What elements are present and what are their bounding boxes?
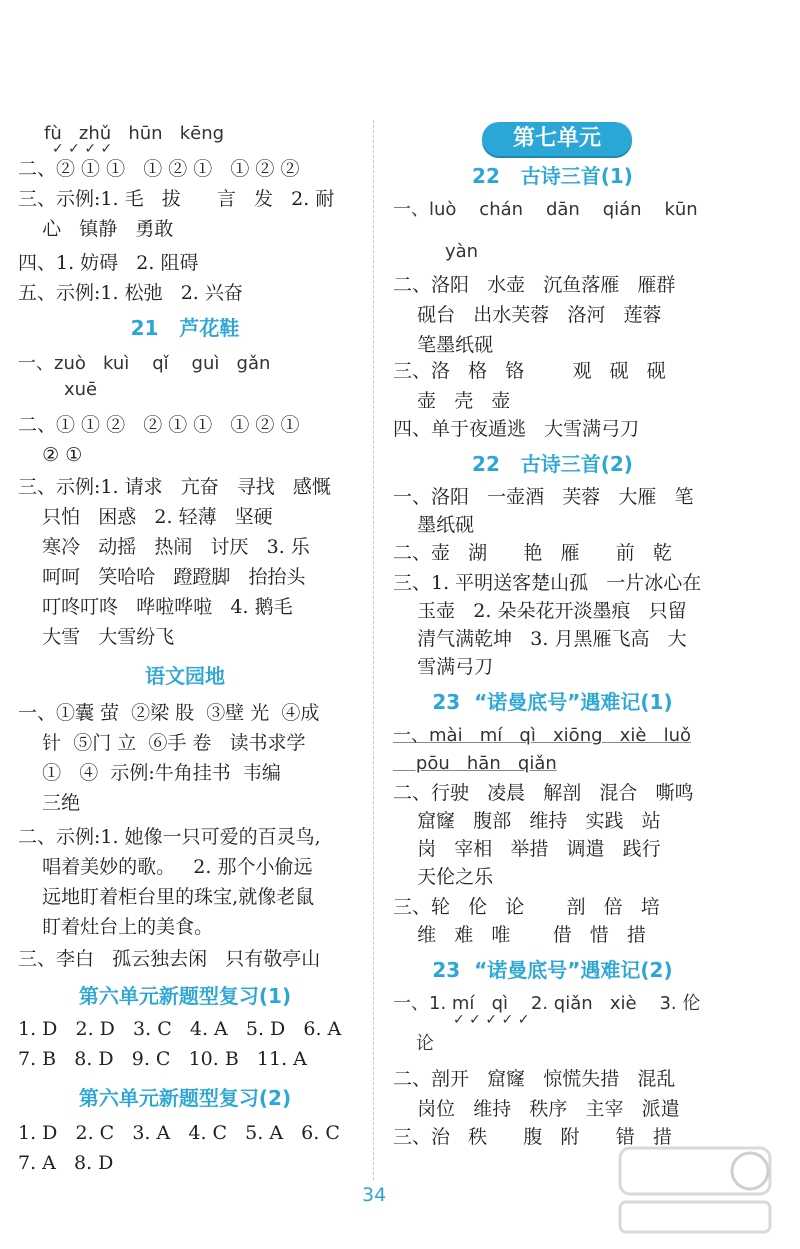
answer-line: 三、李白 孤云独去闲 只有敬亭山 xyxy=(18,948,321,970)
lesson-heading: 22 古诗三首(1) xyxy=(472,164,633,188)
answer-line: 天伦之乐 xyxy=(393,866,494,888)
answer-line: 一、①囊 萤 ②梁 股 ③壁 光 ④成 xyxy=(18,702,320,724)
pinyin-line: yàn xyxy=(445,241,479,262)
lesson-heading: 23 “诺曼底号”遇难记(2) xyxy=(432,958,673,982)
answer-line: 呵呵 笑哈哈 蹬蹬脚 抬抬头 xyxy=(18,566,306,588)
answer-line: 7. A 8. D xyxy=(18,1152,114,1174)
answer-line: ② ① xyxy=(18,444,83,466)
answer-line: 1. D 2. C 3. A 4. C 5. A 6. C xyxy=(18,1122,340,1144)
answer-line: 一、洛阳 一壶酒 芙蓉 大雁 笔 xyxy=(393,486,694,508)
answer-line: 心 镇静 勇敢 xyxy=(18,218,174,240)
answer-line: 三、1. 平明送客楚山孤 一片冰心在 xyxy=(393,572,702,594)
answer-line: 玉壶 2. 朵朵花开淡墨痕 只留 xyxy=(393,600,687,622)
answer-line: ① ④ 示例:牛角挂书 韦编 xyxy=(18,762,281,784)
answer-line: 唱着美妙的歌。 2. 那个小偷远 xyxy=(18,856,313,878)
answer-line: 砚台 出水芙蓉 洛河 莲蓉 xyxy=(393,304,662,326)
check-mark: ✓ ✓ ✓ ✓ ✓ xyxy=(453,1012,530,1028)
answer-line: 二、壶 湖 艳 雁 前 乾 xyxy=(393,542,672,564)
answer-line: 三、示例:1. 请求 亢奋 寻找 感慨 xyxy=(18,476,331,498)
column-divider xyxy=(373,120,374,1180)
pinyin-line: 一、zuò kuì qǐ guì gǎn xyxy=(18,353,271,374)
unit-title-badge: 第七单元 xyxy=(482,122,632,156)
answer-line: 7. B 8. D 9. C 10. B 11. A xyxy=(18,1048,307,1070)
answer-line: 四、单于夜遁逃 大雪满弓刀 xyxy=(393,418,640,440)
pinyin-line: 一、mài mí qì xiōng xiè luǒ xyxy=(393,725,692,746)
answer-line: 维 难 唯 借 惜 措 xyxy=(393,924,646,946)
lesson-heading: 21 芦花鞋 xyxy=(130,316,240,340)
answer-line: 三、治 秩 腹 附 错 措 xyxy=(393,1126,672,1148)
check-mark: ✓ ✓ ✓ ✓ xyxy=(52,141,113,157)
answer-line: 壶 壳 壶 xyxy=(393,390,511,412)
watermark-logo xyxy=(600,1140,790,1240)
answer-line: 墨纸砚 xyxy=(393,514,475,536)
pinyin-line: 一、luò chán dān qián kūn xyxy=(393,199,698,220)
lesson-heading: 23 “诺曼底号”遇难记(1) xyxy=(432,690,673,714)
answer-line: 针 ⑤门 立 ⑥手 卷 读书求学 xyxy=(18,732,306,754)
answer-line: 三、示例:1. 毛 拔 言 发 2. 耐 xyxy=(18,188,335,210)
answer-line: 笔墨纸砚 xyxy=(393,334,494,356)
pinyin-line: fù zhǔ hūn kēng xyxy=(44,123,225,144)
answer-line: 大雪 大雪纷飞 xyxy=(18,626,175,648)
pinyin-line: pōu hān qiǎn xyxy=(393,753,557,774)
review-heading: 第六单元新题型复习(2) xyxy=(78,1086,292,1110)
answer-line: 叮咚叮咚 哗啦哗啦 4. 鹅毛 xyxy=(18,596,293,618)
answer-line: 寒冷 动摇 热闹 讨厌 3. 乐 xyxy=(18,536,310,558)
answer-line: 二、① ① ② ② ① ① ① ② ① xyxy=(18,414,300,436)
answer-line: 二、示例:1. 她像一只可爱的百灵鸟, xyxy=(18,826,321,848)
pinyin-line: 论 xyxy=(393,1033,434,1054)
lesson-heading: 22 古诗三首(2) xyxy=(472,452,633,476)
answer-line: 四、1. 妨碍 2. 阻碍 xyxy=(18,252,199,274)
pinyin-line: xuē xyxy=(64,379,98,400)
answer-line: 二、② ① ① ① ② ① ① ② ② xyxy=(18,158,300,180)
answer-line: 雪满弓刀 xyxy=(393,656,494,678)
answer-line: 岗位 维持 秩序 主宰 派遣 xyxy=(393,1098,680,1120)
answer-line: 清气满乾坤 3. 月黑雁飞高 大 xyxy=(393,628,687,650)
answer-line: 只怕 困惑 2. 轻薄 坚硬 xyxy=(18,506,273,528)
section-heading: 语文园地 xyxy=(145,664,225,688)
answer-line: 五、示例:1. 松弛 2. 兴奋 xyxy=(18,282,243,304)
answer-line: 二、行驶 凌晨 解剖 混合 嘶鸣 xyxy=(393,782,694,804)
pinyin-line: 一、1. mí qì 2. qiǎn xiè 3. 伦 xyxy=(393,993,701,1014)
review-heading: 第六单元新题型复习(1) xyxy=(78,984,292,1008)
answer-line: 1. D 2. D 3. C 4. A 5. D 6. A xyxy=(18,1018,342,1040)
answer-line: 远地盯着柜台里的珠宝,就像老鼠 xyxy=(18,886,315,908)
answer-line: 岗 宰相 举措 调遣 践行 xyxy=(393,838,661,860)
answer-line: 二、剖开 窟窿 惊慌失措 混乱 xyxy=(393,1068,676,1090)
answer-line: 三绝 xyxy=(18,792,81,814)
answer-line: 三、洛 格 铬 观 砚 砚 xyxy=(393,360,666,382)
answer-line: 三、轮 伦 论 剖 倍 培 xyxy=(393,896,660,918)
answer-line: 二、洛阳 水壶 沉鱼落雁 雁群 xyxy=(393,274,676,296)
answer-line: 窟窿 腹部 维持 实践 站 xyxy=(393,810,661,832)
answer-line: 盯着灶台上的美食。 xyxy=(18,916,214,938)
page-number: 34 xyxy=(362,1184,387,1206)
